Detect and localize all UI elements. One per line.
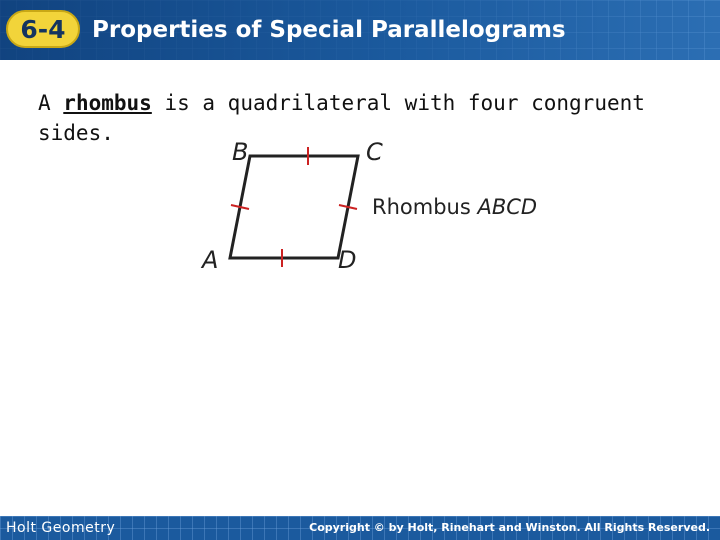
definition-term: rhombus — [63, 91, 152, 115]
figure-caption-name: ABCD — [477, 195, 538, 219]
rhombus-shape — [230, 156, 358, 258]
footer-course-name: Holt Geometry — [6, 520, 116, 536]
vertex-label-b: B — [232, 138, 249, 166]
definition-body: is a quadrilateral with four congruent sides. — [38, 91, 645, 145]
footer-copyright: Copyright © by Holt, Rinehart and Winston. All Rights Reserved. — [309, 521, 710, 534]
vertex-label-a: A — [202, 246, 219, 274]
definition-intro: A — [38, 91, 64, 115]
vertex-label-c: C — [366, 138, 383, 166]
figure-caption-prefix: Rhombus — [372, 195, 478, 219]
page-title: Properties of Special Parallelograms — [92, 17, 566, 43]
rhombus-figure — [190, 130, 590, 280]
figure-caption — [372, 195, 537, 219]
footer-bar — [0, 516, 720, 540]
lesson-number-badge: 6-4 — [6, 10, 80, 48]
header-bar — [0, 0, 720, 60]
vertex-label-d: D — [338, 246, 357, 274]
